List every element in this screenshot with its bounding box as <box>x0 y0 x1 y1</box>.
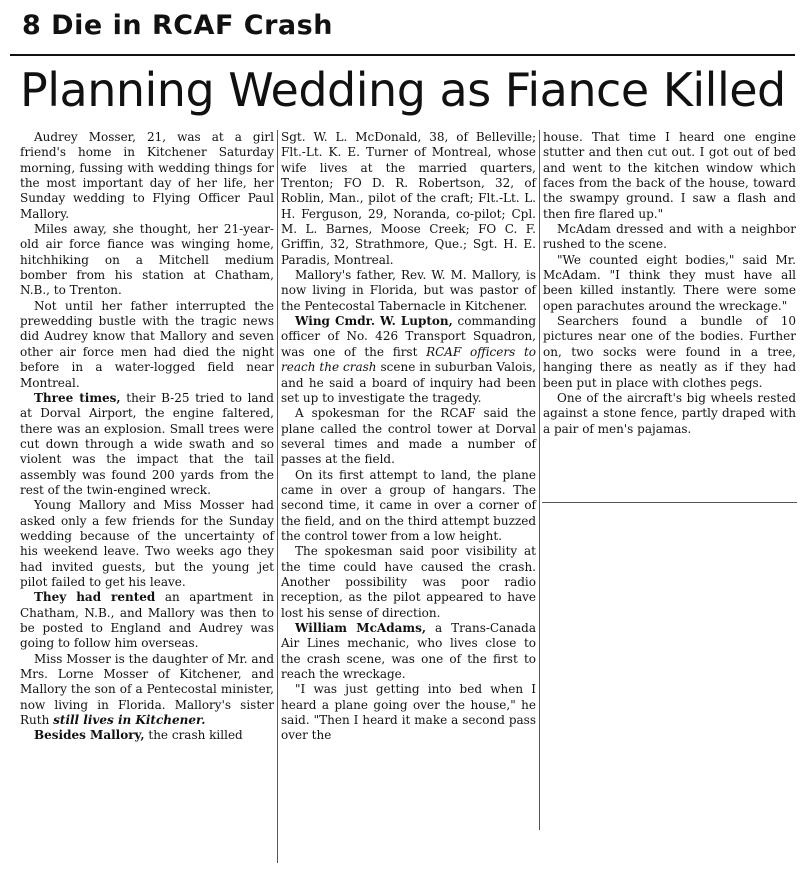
column-1 <box>20 130 274 744</box>
paragraph-text: A spokesman for the RCAF said the plane called the control tower at Dorval several times and made a number of passes at the field. <box>281 406 536 467</box>
article-paragraph <box>543 130 796 222</box>
paragraph-text: The spokesman said poor visibility at the time could have caused the crash. Another possibility was poor radio reception, as the pilot appeared to have lost his sense of direction. <box>281 544 536 620</box>
column-divider <box>277 130 278 863</box>
headline-rule <box>10 54 795 56</box>
article-paragraph <box>20 222 274 299</box>
article-paragraph <box>20 728 274 743</box>
article-paragraph <box>543 253 796 314</box>
article-paragraph <box>20 652 274 729</box>
article-paragraph <box>281 468 536 545</box>
paragraph-italic-mid: RCAF officers to reach the crash <box>281 344 536 375</box>
paragraph-lead: Three times, <box>34 390 121 405</box>
paragraph-lead: Wing Cmdr. W. Lupton, <box>295 314 453 329</box>
paragraph-lead: Besides Mallory, <box>34 728 145 743</box>
paragraph-text: One of the aircraft's big wheels rested against a stone fence, partly draped with a pair of men's pajamas. <box>543 390 796 436</box>
paragraph-text: Miss Mosser is the daughter of Mr. and Mrs. Lorne Mosser of Kitchener, and Mallory the son of a Pentecostal minister, now living in Florida. Mallory's sister Ruth <box>20 651 274 728</box>
paragraph-text: a Trans-Canada Air Lines mechanic, who lives close to the crash scene, was one of the first to reach the wreckage. <box>281 621 536 682</box>
kicker-headline: 8 Die in RCAF Crash <box>22 10 333 41</box>
article-paragraph <box>281 682 536 743</box>
article-paragraph <box>543 222 796 253</box>
paragraph-text: Searchers found a bundle of 10 pictures near one of the bodies. Further on, two socks were found in a tree, hanging there as neatly as if they had been put in place with clothes pegs. <box>543 314 796 390</box>
article-paragraph <box>543 391 796 437</box>
column-2 <box>281 130 536 744</box>
paragraph-text: the crash killed <box>144 728 243 743</box>
paragraph-text: Mallory's father, Rev. W. M. Mallory, is now living in Florida, but was pastor of the Pentecostal Tabernacle in Kitchener. <box>281 268 536 313</box>
paragraph-text: commanding officer of No. 426 Transport Squadron, was one of the first <box>281 314 536 359</box>
paragraph-text: Young Mallory and Miss Mosser had asked only a few friends for the Sunday wedding because of the uncertainty of his weekend leave. Two weeks ago they had invited guests, but the young jet pilot failed to get his leave. <box>20 498 274 589</box>
paragraph-text: house. That time I heard one engine stutter and then cut out. I got out of bed and went to the kitchen window which faces from the back of the house, toward the swampy ground. I saw a flash and then fire flared up." <box>543 130 796 221</box>
article-paragraph <box>281 406 536 467</box>
paragraph-text: McAdam dressed and with a neighbor rushed to the scene. <box>543 222 796 252</box>
paragraph-text: "We counted eight bodies," said Mr. McAdam. "I think they must have all been killed instantly. There were some open parachutes around the wreckage." <box>543 252 796 313</box>
column-divider <box>539 130 540 830</box>
paragraph-text: Not until her father interrupted the prewedding bustle with the tragic news did Audrey know that Mallory and seven other air force men had died the night before in a water-logged field near Montreal. <box>20 298 274 390</box>
article-paragraph <box>281 314 536 406</box>
article-paragraph <box>281 268 536 314</box>
article-paragraph <box>281 544 536 621</box>
article-paragraph <box>20 498 274 590</box>
paragraph-text: "I was just getting into bed when I heard a plane going over the house," he said. "Then I heard it make a second pass over the <box>281 682 536 743</box>
article-paragraph <box>20 590 274 651</box>
paragraph-text: Sgt. W. L. McDonald, 38, of Belleville; Flt.-Lt. K. E. Turner of Montreal, whose wife lives at the married quarters, Trenton; FO D. R. Robertson, 32, of Roblin, Man., pilot of the craft; Flt.-Lt. L. H. Ferguson, 29, Noranda, co-pilot; Cpl. M. L. Barnes, Moose Creek; FO C. F. Griffin, 32, Strathmore, Que.; Sgt. H. E. Paradis, Montreal. <box>281 130 536 267</box>
paragraph-text: On its first attempt to land, the plane came in over a group of hangars. The second time, it came in over a corner of the field, and on the third attempt buzzed the control tower from a low height. <box>281 467 536 543</box>
paragraph-text: Audrey Mosser, 21, was at a girl friend's home in Kitchener Saturday morning, fussing with wedding things for the most important day of her life, her Sunday wedding to Flying Officer Paul Mallory. <box>20 130 274 221</box>
article-paragraph <box>20 391 274 498</box>
paragraph-lead: William McAdams, <box>295 621 426 635</box>
article-paragraph <box>20 299 274 391</box>
column-3 <box>543 130 796 437</box>
article-paragraph <box>20 130 274 222</box>
article-paragraph <box>281 130 536 268</box>
paragraph-text: Miles away, she thought, her 21-year-old air force fiance was winging home, hitchhiking on a Mitchell medium bomber from his station at Chatham, N.B., to Trenton. <box>20 222 274 298</box>
main-headline: Planning Wedding as Fiance Killed <box>20 63 786 117</box>
article-paragraph <box>281 621 536 682</box>
paragraph-lead: They had rented <box>34 590 156 605</box>
article-paragraph <box>543 314 796 391</box>
paragraph-tail: scene in suburban Valois, and he said a board of inquiry had been set up to investigate the tragedy. <box>281 360 536 405</box>
paragraph-italic-tail: still lives in Kitchener. <box>53 713 206 728</box>
article-end-rule <box>542 502 797 503</box>
paragraph-text: their B-25 tried to land at Dorval Airport, the engine faltered, there was an explosion. Small trees were cut down through a wide swath and so violent was the impact that the tail assembly was found 200 yards from the rest of the twin-engined wreck. <box>20 390 274 497</box>
paragraph-text: an apartment in Chatham, N.B., and Mallory was then to be posted to England and Audrey was going to follow him overseas. <box>20 590 274 651</box>
